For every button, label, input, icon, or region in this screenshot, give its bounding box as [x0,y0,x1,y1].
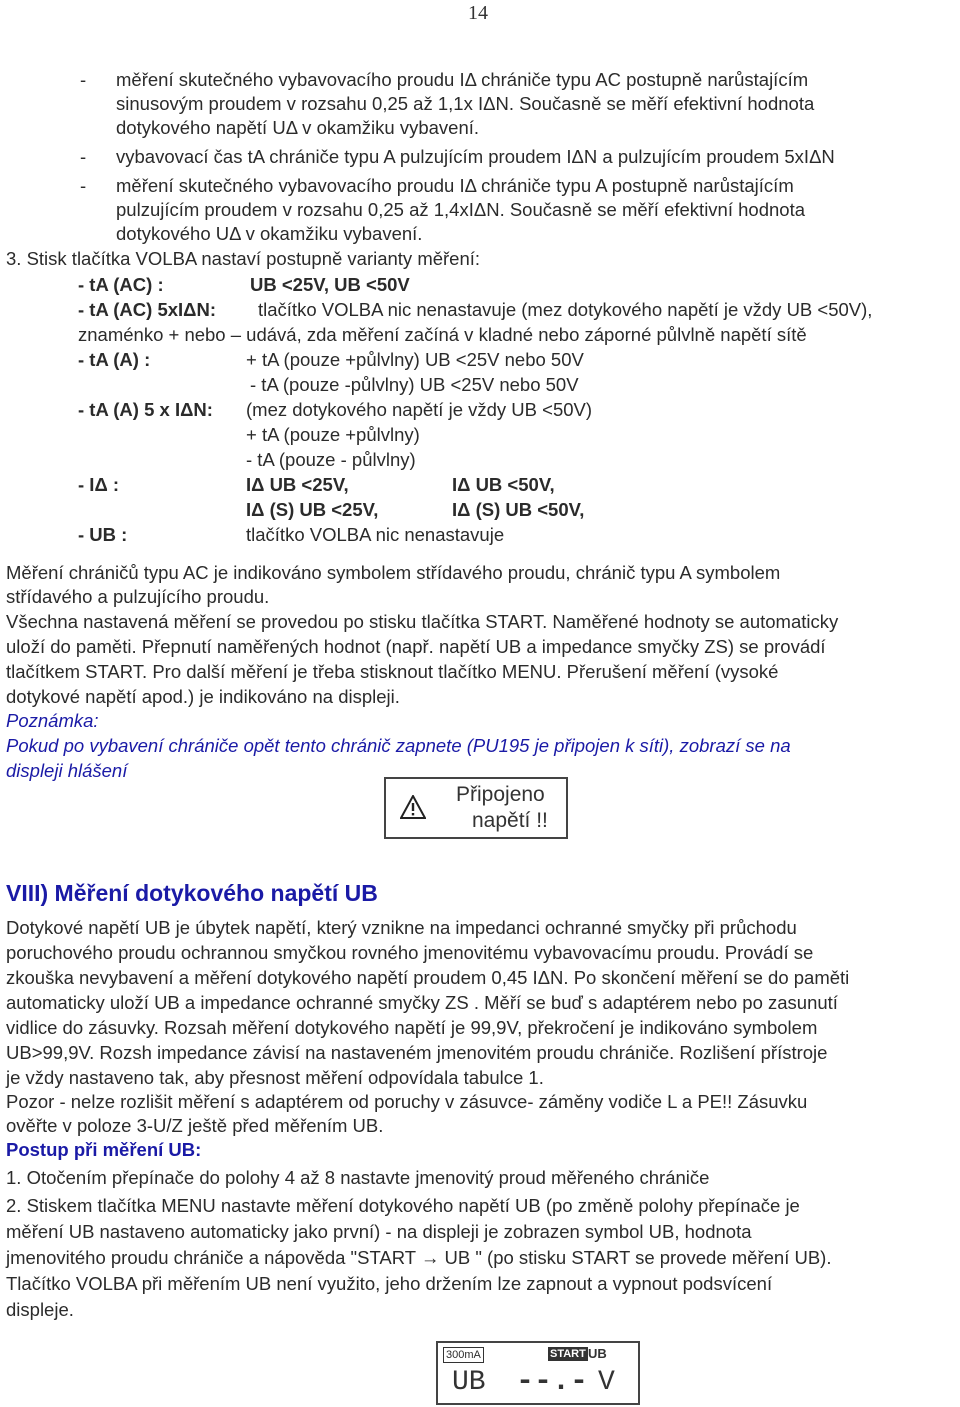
para-line: vidlice do zásuvky. Rozsah měření dotykového napětí je 99,9V, překročení je indikováno symbolem [6,1017,818,1038]
variant-value: - tA (pouze -půlvlny) UB <25V nebo 50V [250,374,579,395]
variant-value: tlačítko VOLBA nic nenastavuje [246,524,505,545]
display-start-label: START [550,1348,586,1360]
para-line: zkouška nevybavení a měření dotykového napětí proudem 0,45 IΔN. Po skončení měření se do paměti [6,967,850,988]
para-line: Dotykové napětí UB je úbytek napětí, který vznikne na impedanci ochranné smyčky při průchodu [6,917,797,938]
section-title: VIII) Měření dotykového napětí UB [6,880,378,906]
variant-label: - tA (A) : [78,349,151,370]
bullet-line: pulzujícím proudem v rozsahu 0,25 až 1,4xIΔN. Současně se měří efektivní hodnota [116,199,805,220]
para-line: automaticky uloží UB a impedance ochranné smyčky ZS . Měří se buď s adaptérem nebo po zasunutí [6,992,838,1013]
bullet-dash: - [80,175,87,196]
para-line: uloží do paměti. Přepnutí naměřených hodnot (např. napětí UB a impedance smyčky ZS) se provádí [6,636,826,657]
warning-line: ověřte v poloze 3-U/Z ještě před měřením UB. [6,1115,384,1136]
bullet-line: měření skutečného vybavovacího proudu IΔ chrániče typu A postupně narůstajícím [116,175,794,196]
procedure-title: Postup při měření UB: [6,1139,202,1160]
variant-value: znaménko + nebo – udává, zda měření začíná v kladné nebo záporné půlvlně napětí sítě [78,324,807,345]
para-line: UB>99,9V. Rozsh impedance závisí na nastaveném jmenovitém proudu chrániče. Rozlišení přístroje [6,1042,828,1063]
display-line-1: Připojeno [456,783,545,806]
bullet-line: dotykového UΔ v okamžiku vybavení. [116,223,423,244]
variant-label: - IΔ : [78,474,120,495]
display-unit: V [598,1367,615,1398]
variant-value: IΔ (S) UB <50V, [452,499,585,520]
display-symbol: UB [452,1367,486,1398]
page-number: 14 [468,2,488,24]
para-line: je vždy nastaveno tak, aby přesnost měření odpovídala tabulce 1. [6,1067,544,1088]
step-line: Tlačítko VOLBA při měřením UB není využito, jeho držením lze zapnout a vypnout podsvícení [6,1273,773,1294]
note-line: displeji hlášení [6,760,128,781]
display-ub-small: UB [588,1346,607,1361]
step-line: 2. Stiskem tlačítka MENU nastavte měření dotykového napětí UB (po změně polohy přepínače je [6,1195,800,1216]
variant-value: tlačítko VOLBA nic nenastavuje (mez dotykového napětí je vždy UB <50V), [258,299,873,320]
step-line: měření UB nastaveno automaticky jako první) - na displeji je zobrazen symbol UB, hodnota [6,1221,752,1242]
para-line: dotykové napětí apod.) je indikováno na displeji. [6,686,400,707]
bullet-line: vybavovací čas tA chrániče typu A pulzujícím proudem IΔN a pulzujícím proudem 5xIΔN [116,146,835,167]
variant-value: + tA (pouze +půlvlny) UB <25V nebo 50V [246,349,584,370]
para-line: poruchového proudu ochrannou smyčkou rovného jmenovitému vybavovacímu proudu. Provádí se [6,942,814,963]
step-1: 1. Otočením přepínače do polohy 4 až 8 nastavte jmenovitý proud měřeného chrániče [6,1167,710,1188]
display-current: 300mA [443,1347,484,1363]
display-line-2: napětí !! [472,809,548,832]
variant-label: - tA (AC) 5xIΔN: [78,299,216,320]
bullet-dash: - [80,146,87,167]
para-line: Měření chráničů typu AC je indikováno symbolem střídavého proudu, chránič typu A symbolem [6,562,781,583]
variants-intro: 3. Stisk tlačítka VOLBA nastaví postupně varianty měření: [6,248,481,269]
variant-label: - tA (A) 5 x IΔN: [78,399,213,420]
variant-value: (mez dotykového napětí je vždy UB <50V) [246,399,593,420]
para-line: Všechna nastavená měření se provedou po stisku tlačítka START. Naměřené hodnoty se automaticky [6,611,839,632]
bullet-line: sinusovým proudem v rozsahu 0,25 až 1,1x IΔN. Současně se měří efektivní hodnota [116,93,815,114]
bullet-line: měření skutečného vybavovacího proudu IΔ chrániče typu AC postupně narůstajícím [116,69,809,90]
variant-value: + tA (pouze +půlvlny) [246,424,420,445]
variant-value: IΔ (S) UB <25V, [246,499,379,520]
step-line: displeje. [6,1299,74,1320]
bullet-dash: - [80,69,87,90]
variant-value: - tA (pouze - půlvlny) [246,449,416,470]
para-line: tlačítkem START. Pro další měření je třeba stisknout tlačítko MENU. Přerušení měření (vysoké [6,661,779,682]
step-line: jmenovitého proudu chrániče a nápověda "START → UB " (po stisku START se provede měření UB). [6,1247,832,1268]
variant-value: UB <25V, UB <50V [250,274,410,295]
display-touch-voltage [436,1341,640,1405]
variant-value: IΔ UB <50V, [452,474,555,495]
warning-line: Pozor - nelze rozlišit měření s adaptérem od poruchy v zásuvce- záměny vodiče L a PE!! Zásuvku [6,1091,808,1112]
bullet-line: dotykového napětí UΔ v okamžiku vybavení. [116,117,480,138]
note-label: Poznámka: [6,710,99,731]
variant-label: - tA (AC) : [78,274,164,295]
display-connected-voltage [384,777,568,839]
note-line: Pokud po vybavení chrániče opět tento chránič zapnete (PU195 je připojen k síti), zobrazí se na [6,735,791,756]
para-line: střídavého a pulzujícího proudu. [6,586,270,607]
display-value: --.- [516,1365,589,1399]
variant-label: - UB : [78,524,128,545]
warning-icon [400,795,426,819]
variant-value: IΔ UB <25V, [246,474,349,495]
